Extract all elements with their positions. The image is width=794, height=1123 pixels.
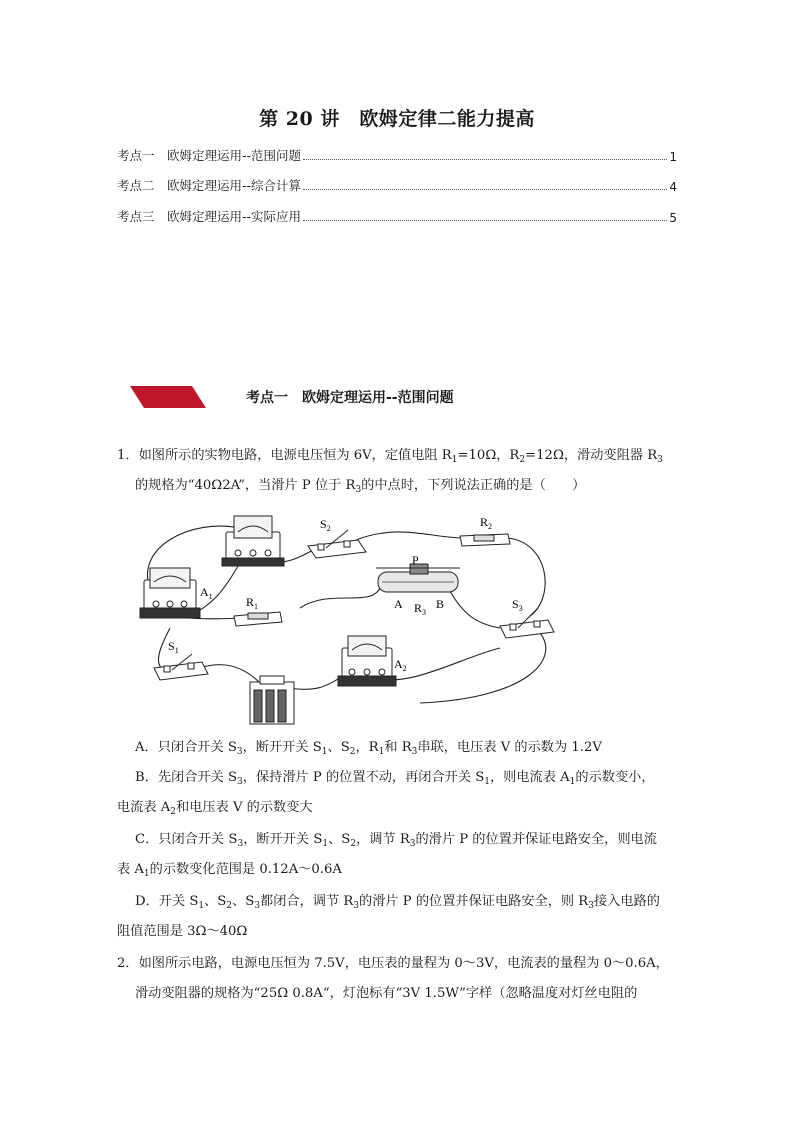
- toc-label: 考点三 欧姆定理运用--实际应用: [117, 209, 302, 224]
- toc-page: 5: [669, 211, 677, 225]
- option-c-line-2: 表 $A_1$的示数变化范围是 0.12A～0.6A: [117, 862, 342, 879]
- label-s3: $S_3$: [512, 597, 523, 613]
- label-r2: $R_2$: [480, 515, 493, 531]
- option-b-line-1: B．先闭合开关 $S_3$，保持滑片 P 的位置不动，再闭合开关 $S_1$，则电流表 $A_1$的示数变小，: [135, 770, 655, 787]
- option-d-line-1: D．开关 $S_1$、$S_2$、$S_3$都闭合，调节 $R_3$的滑片 P 的位置并保证电路安全，则 $R_3$接入电路的: [135, 894, 660, 911]
- label-r3: $R_3$: [414, 601, 427, 617]
- label-s2: $S_2$: [320, 517, 331, 533]
- label-s1: $S_1$: [168, 639, 179, 655]
- option-d-line-2: 阻值范围是 3Ω～40Ω: [117, 924, 248, 939]
- label-p: P: [412, 553, 419, 567]
- toc-dots: [303, 220, 667, 221]
- section-banner-shape: [130, 386, 206, 408]
- label-a-terminal: A: [394, 597, 403, 611]
- section-title: 考点一 欧姆定理运用--范围问题: [246, 390, 454, 406]
- toc-dots: [303, 159, 667, 160]
- label-a1: $A_1$: [200, 585, 213, 601]
- question-1-line-1: 1．如图所示的实物电路，电源电压恒为 6V，定值电阻 $R_1=10\Omega$，$R_2=12\Omega$，滑动变阻器 $R_3$: [117, 448, 663, 465]
- circuit-diagram: [130, 508, 560, 728]
- label-b-terminal: B: [436, 597, 445, 611]
- toc-item-3[interactable]: [117, 207, 677, 225]
- option-c-line-1: C．只闭合开关 $S_3$，断开开关 $S_1$、$S_2$，调节 $R_3$的滑片 P 的位置并保证电路安全，则电流: [135, 832, 657, 849]
- toc-page: 4: [669, 180, 677, 194]
- question-2-line-2: 滑动变阻器的规格为“25Ω 0.8A“，灯泡标有“3V 1.5W”字样（忽略温度对灯丝电阻的: [135, 986, 638, 1001]
- toc-item-1[interactable]: [117, 146, 677, 164]
- question-2-line-1: 2．如图所示电路，电源电压恒为 7.5V，电压表的量程为 0～3V，电流表的量程为 0～0.6A，: [117, 956, 669, 971]
- toc-item-2[interactable]: [117, 176, 677, 194]
- toc-dots: [303, 189, 667, 190]
- toc-page: 1: [669, 150, 677, 164]
- option-a: A．只闭合开关 $S_3$，断开开关 $S_1$、$S_2$，$R_1$和 $R_3$串联，电压表 V 的示数为 1.2V: [135, 740, 602, 757]
- question-1-line-2: 的规格为“40Ω2A”，当滑片 P 位于 $R_3$的中点时，下列说法正确的是（ ）: [135, 478, 586, 495]
- toc-label: 考点一 欧姆定理运用--范围问题: [117, 148, 302, 163]
- label-r1: $R_1$: [246, 595, 259, 611]
- page-title: 第 20 讲 欧姆定律二能力提高: [259, 108, 535, 130]
- toc-label: 考点二 欧姆定理运用--综合计算: [117, 178, 302, 193]
- label-a2: $A_2$: [394, 657, 407, 673]
- option-b-line-2: 电流表 $A_2$和电压表 V 的示数变大: [117, 800, 313, 817]
